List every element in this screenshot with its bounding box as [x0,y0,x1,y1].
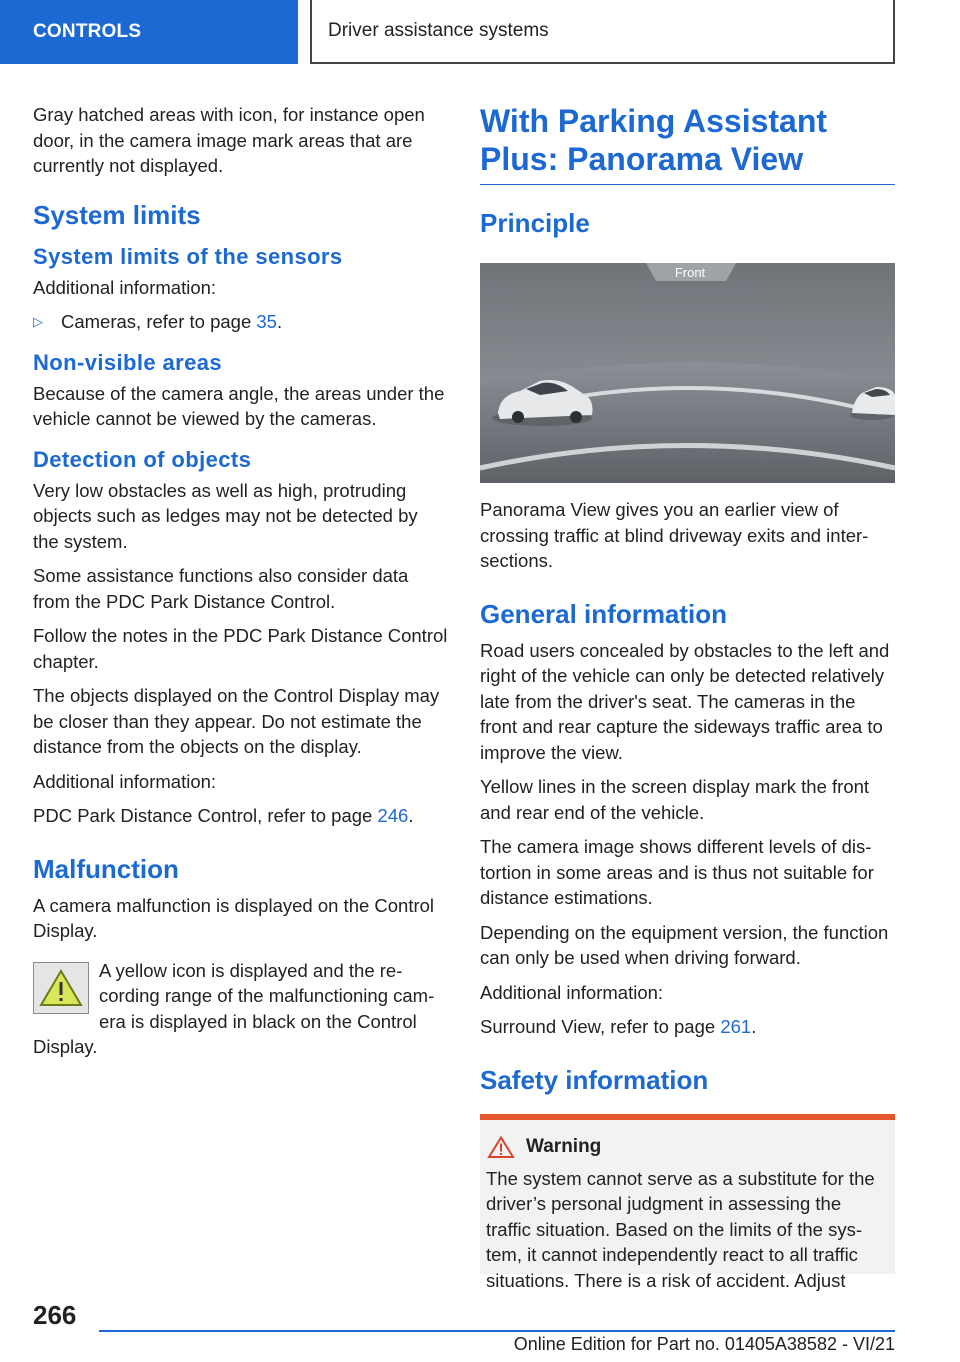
page-link[interactable]: 246 [377,805,409,826]
front-label: Front [674,265,706,280]
triangle-bullet-icon: ▷ [33,314,43,329]
additional-info-label: Additional information: [480,981,664,1003]
warning-label: Warning [526,1135,602,1157]
principle-paragraph: Panorama View gives you an earlier view of crossing traffic at blind driveway exits and intersections. [480,499,869,571]
section-title: With Parking Assistant Plus: Panorama View [480,102,895,185]
yellow-warning-icon [33,962,89,1014]
chapter-header [310,0,895,64]
chapter-title: Driver assistance systems [328,20,549,41]
page-number: 266 [33,1300,77,1330]
detection-paragraph-2: Some assistance functions also consider data from the PDC Park Distance Control. [33,565,409,612]
general-paragraph-4: Depending on the equipment version, the function can only be used when driving forward. [480,921,889,968]
page-link[interactable]: 35 [256,311,277,332]
malfunction-paragraph-1: A camera malfunction is displayed on the Control Display. [33,894,435,941]
warning-title [486,1136,889,1158]
safety-information-heading: Safety information [480,1064,709,1095]
system-limits-heading: System limits [33,199,201,230]
footer-divider [99,1330,895,1332]
additional-info-label: Additional information: [33,276,217,298]
pdc-reference: PDC Park Distance Control, refer to page 246. [33,805,414,826]
general-paragraph-3: The camera image shows different levels of distortion in some areas and is thus not suitable for distance estimations. [480,836,874,908]
section-label: CONTROLS [33,21,142,42]
intro-paragraph: Gray hatched areas with icon, for instance open door, in the camera image mark areas that are currently not displayed. [33,104,425,176]
detection-heading: Detection of objects [33,446,252,472]
principle-heading: Principle [480,208,590,238]
malfunction-icon-paragraph [33,958,448,1060]
nonvisible-paragraph: Because of the camera angle, the areas under the vehicle cannot be viewed by the cameras. [33,382,445,429]
additional-info-label: Additional information: [33,770,217,792]
list-item [33,309,448,335]
list-item-text: Cameras, refer to page 35. [61,311,283,332]
sensors-heading: System limits of the sensors [33,243,343,269]
warning-box [480,1114,895,1291]
section-tab [0,0,298,64]
right-column [480,102,895,1291]
malfunction-heading: Malfunction [33,853,179,884]
page-link[interactable]: 261 [720,1016,752,1037]
general-information-heading: General information [480,598,728,629]
malfunction-paragraph-2: A yellow icon is displayed and the recording range of the malfunctioning camera is displayed in black on the Control Display. [33,959,435,1057]
warning-text: The system cannot serve as a substitute for the driver’s personal judgment in assessing the traffic situation. Based on the limits of the system, it cannot independently react to all traffic situations. There is a risk of accident. Adjust [486,1167,875,1291]
warning-triangle-icon [488,1136,514,1158]
detection-paragraph-1: Very low obstacles as well as high, protruding objects such as ledges may not be detected by the system. [33,479,418,552]
edition-info: Online Edition for Part no. 01405A38582 - VI/21 [513,1334,895,1354]
general-paragraph-2: Yellow lines in the screen display mark the front and rear end of the vehicle. [480,776,870,823]
panorama-view-image [480,263,895,483]
general-paragraph-1: Road users concealed by obstacles to the left and right of the vehicle can only be detected relatively late from the driver's seat. The cameras in the front and rear capture the sideways traffic area to improve the view. [480,639,890,763]
left-column [33,102,448,1060]
surround-reference: Surround View, refer to page 261. [480,1016,757,1037]
detection-paragraph-4: The objects displayed on the Control Display may be closer than they appear. Do not estimate the distance from the objects on the display. [33,685,440,757]
detection-paragraph-3: Follow the notes in the PDC Park Distance Control chapter. [33,625,448,672]
nonvisible-heading: Non-visible areas [33,349,222,375]
